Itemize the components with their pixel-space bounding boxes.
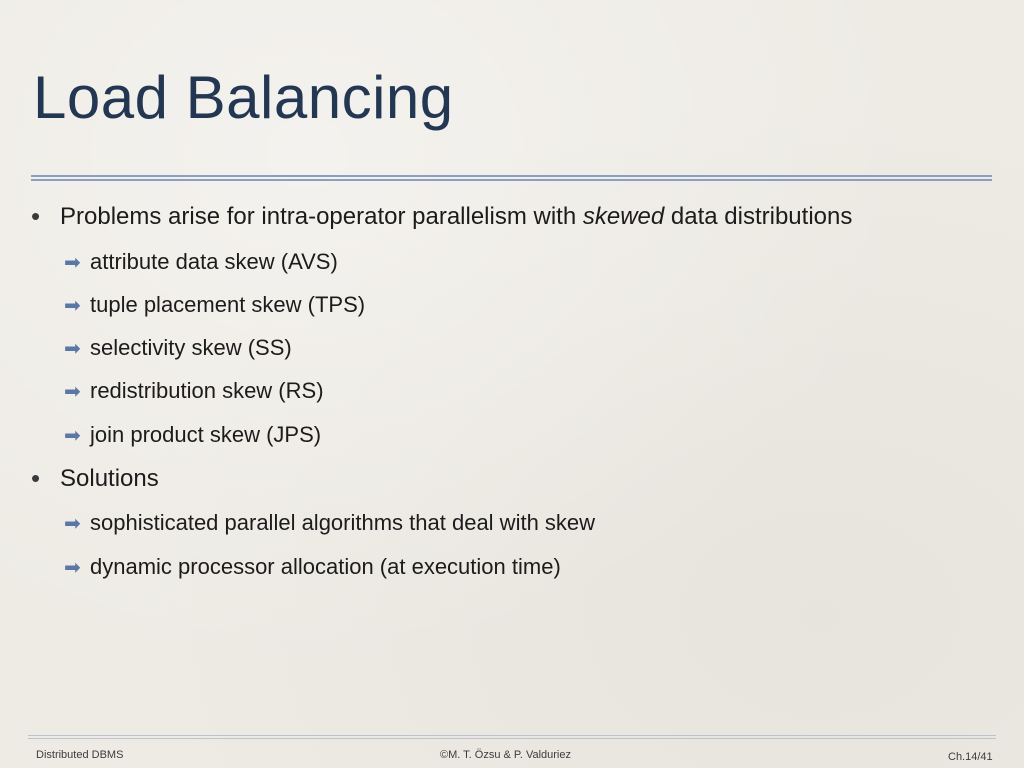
right-arrow-icon: ➡: [64, 423, 81, 447]
footer-page-number: Ch.14/41: [948, 751, 993, 763]
subitem-sophisticated: [64, 509, 595, 537]
footer-divider-top: [28, 735, 996, 736]
subitem-avs-label: attribute data skew (AVS): [90, 249, 338, 274]
subitem-jps-label: join product skew (JPS): [90, 422, 322, 447]
right-arrow-icon: ➡: [64, 555, 81, 579]
subitem-ss: [64, 334, 292, 362]
right-arrow-icon: ➡: [64, 379, 81, 403]
slide-title: Load Balancing: [33, 64, 454, 131]
bullet-problems: [60, 202, 852, 232]
footer-course: Distributed DBMS: [36, 749, 124, 761]
right-arrow-icon: ➡: [64, 511, 81, 535]
bullet-problems-text-pre: Problems arise for intra-operator parallelism with: [60, 203, 583, 230]
subitem-dynamic: [64, 553, 561, 581]
footer-copyright: ©M. T. Özsu & P. Valduriez: [440, 749, 571, 761]
subitem-rs: [64, 377, 324, 405]
subitem-tps-label: tuple placement skew (TPS): [90, 292, 366, 317]
right-arrow-icon: ➡: [64, 293, 81, 317]
subitem-rs-label: redistribution skew (RS): [90, 378, 324, 403]
bullet-problems-text-post: data distributions: [664, 203, 853, 230]
title-divider-top: [31, 175, 992, 177]
bullet-solutions: Solutions: [60, 465, 159, 492]
footer-divider-bottom: [28, 738, 996, 739]
title-divider-bottom: [31, 179, 992, 181]
subitem-ss-label: selectivity skew (SS): [90, 335, 292, 360]
bullet-icon: •: [31, 201, 41, 231]
right-arrow-icon: ➡: [64, 250, 81, 274]
subitem-avs: [64, 248, 338, 276]
subitem-dynamic-label: dynamic processor allocation (at execution time): [90, 554, 561, 579]
subitem-tps: [64, 291, 365, 319]
subitem-jps: [64, 421, 321, 449]
bullet-problems-text-em: skewed: [582, 203, 665, 230]
bullet-icon: •: [31, 463, 41, 493]
right-arrow-icon: ➡: [64, 336, 81, 360]
subitem-sophisticated-label: sophisticated parallel algorithms that deal with skew: [90, 510, 596, 535]
